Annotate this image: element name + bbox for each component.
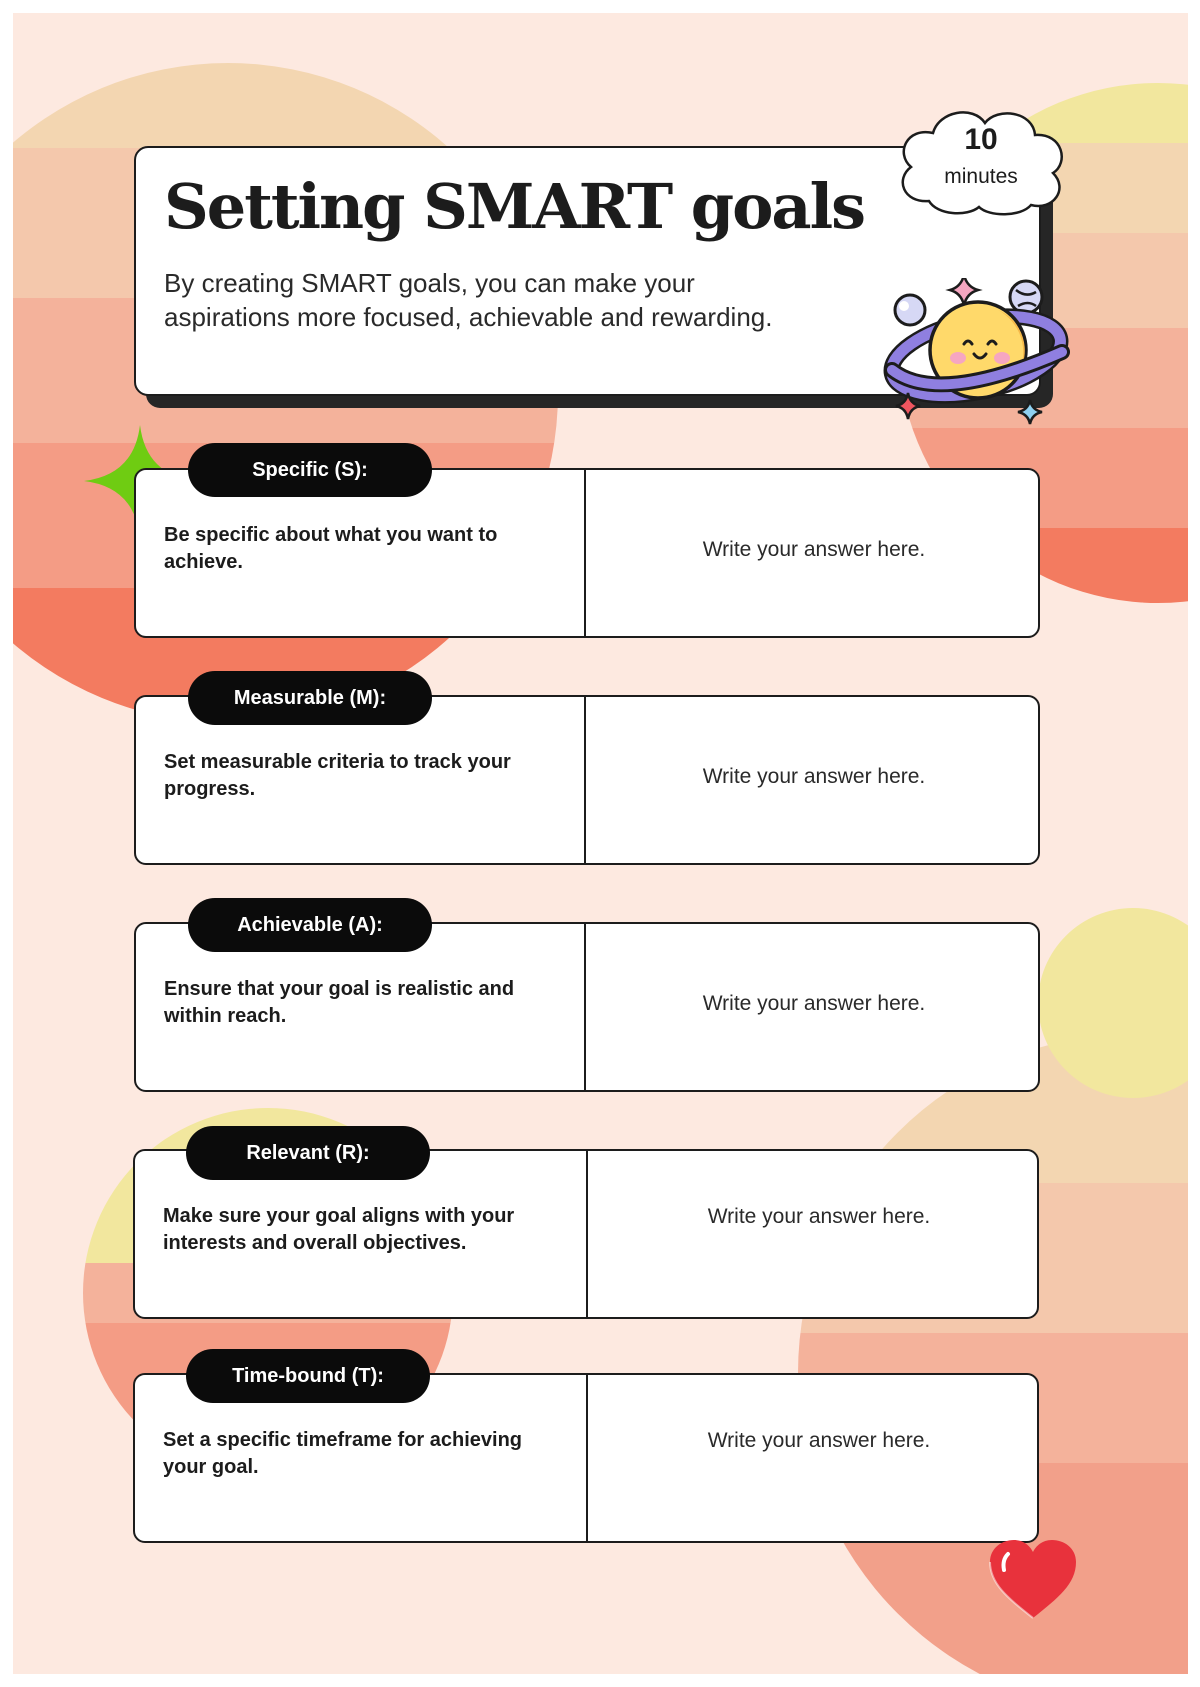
section-label: Measurable (M): <box>188 671 432 725</box>
time-value: 10 <box>964 123 998 156</box>
answer-field[interactable]: Write your answer here. <box>702 992 926 1015</box>
time-badge <box>893 105 1069 217</box>
section-label: Specific (S): <box>188 443 432 497</box>
section-description: Set measurable criteria to track your progress. <box>164 751 511 800</box>
section-description: Be specific about what you want to achieve. <box>164 524 498 573</box>
page-title: Setting SMART goals <box>164 170 865 243</box>
section-label: Achievable (A): <box>188 898 432 952</box>
section-label: Time-bound (T): <box>186 1349 430 1403</box>
time-unit: minutes <box>944 165 1018 188</box>
answer-field[interactable]: Write your answer here. <box>707 1429 931 1452</box>
page-subtitle: By creating SMART goals, you can make your aspirations more focused, achievable and rewarding. <box>164 268 773 332</box>
answer-field[interactable]: Write your answer here. <box>702 538 926 561</box>
section-description: Set a specific timeframe for achieving your goal. <box>163 1429 523 1478</box>
worksheet-page <box>13 13 1188 1674</box>
row-divider <box>584 922 586 1092</box>
row-divider <box>586 1149 588 1319</box>
planet-icon <box>878 278 1078 453</box>
heart-icon <box>988 1538 1078 1622</box>
row-divider <box>586 1373 588 1543</box>
cloud-icon <box>893 105 1069 217</box>
row-divider <box>584 695 586 865</box>
section-label: Relevant (R): <box>186 1126 430 1180</box>
section-description: Make sure your goal aligns with your interests and overall objectives. <box>163 1205 515 1254</box>
answer-field[interactable]: Write your answer here. <box>707 1205 931 1228</box>
section-description: Ensure that your goal is realistic and within reach. <box>164 978 515 1027</box>
answer-field[interactable]: Write your answer here. <box>702 765 926 788</box>
row-divider <box>584 468 586 638</box>
